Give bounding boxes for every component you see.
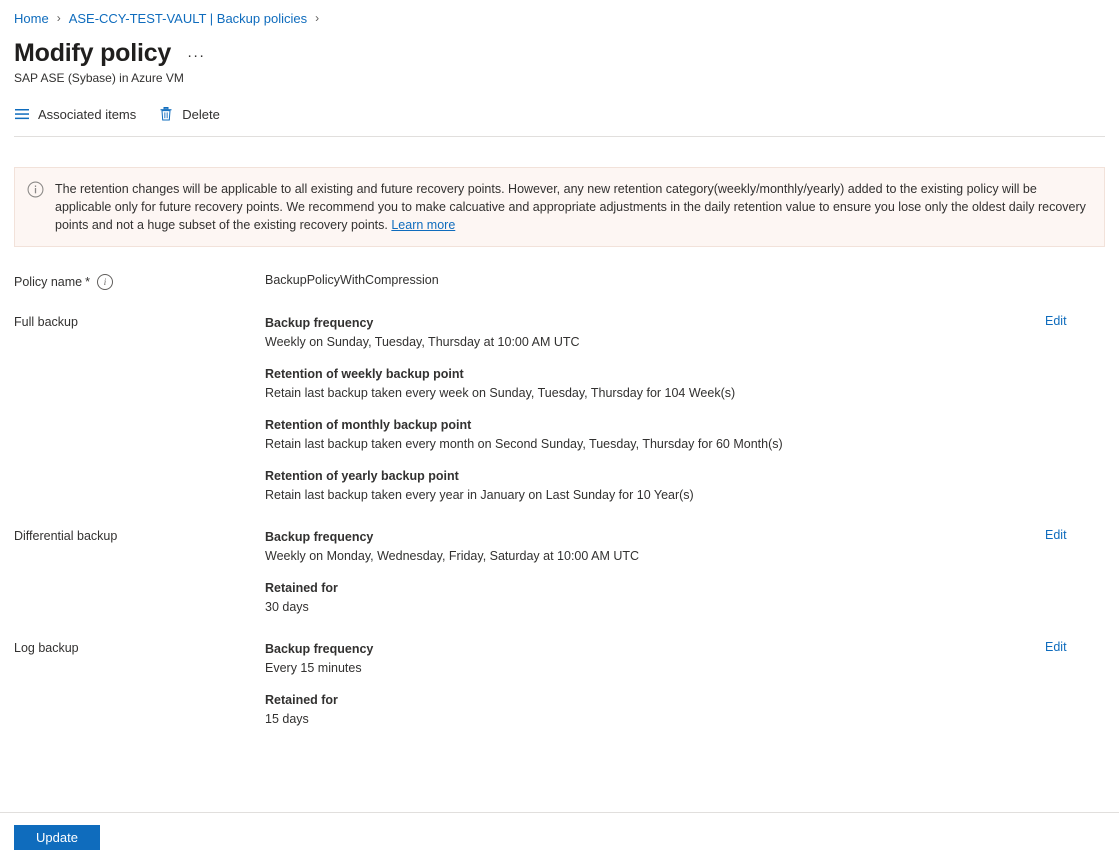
- page-subtitle: SAP ASE (Sybase) in Azure VM: [14, 71, 184, 85]
- page-title: Modify policy: [14, 39, 172, 67]
- section-log-backup: [14, 640, 1105, 728]
- delete-button[interactable]: [158, 106, 220, 122]
- more-options-icon[interactable]: ···: [187, 47, 206, 64]
- detail-title: Backup frequency: [265, 642, 374, 656]
- breadcrumb-separator-icon: ›: [56, 11, 61, 25]
- detail-desc: Retain last backup taken every year in January on Last Sunday for 10 Year(s): [265, 488, 694, 502]
- section-differential-backup: [14, 528, 1105, 616]
- detail-desc: Retain last backup taken every week on Sunday, Tuesday, Thursday for 104 Week(s): [265, 386, 736, 400]
- detail-group: [265, 640, 1041, 677]
- policy-name-row: [14, 273, 1105, 290]
- detail-group: [265, 579, 1041, 616]
- delete-label: Delete: [182, 106, 220, 122]
- banner-text-container: [55, 180, 1090, 234]
- section-full-backup: [14, 314, 1105, 504]
- detail-title: Retention of monthly backup point: [265, 418, 472, 432]
- detail-group: [265, 691, 1041, 728]
- policy-name-label-text: Policy name: [14, 275, 83, 289]
- section-content-full-backup: [265, 314, 1041, 504]
- detail-title: Backup frequency: [265, 316, 374, 330]
- trash-icon: [158, 106, 174, 122]
- detail-title: Retention of weekly backup point: [265, 367, 464, 381]
- section-label-log-backup: Log backup: [14, 641, 79, 655]
- detail-desc: Weekly on Sunday, Tuesday, Thursday at 10:00 AM UTC: [265, 335, 580, 349]
- detail-desc: 30 days: [265, 600, 309, 614]
- detail-group: [265, 416, 1041, 453]
- list-icon: [14, 106, 30, 122]
- breadcrumb-item-home[interactable]: Home: [14, 10, 49, 26]
- detail-title: Retained for: [265, 581, 338, 595]
- detail-title: Backup frequency: [265, 530, 374, 544]
- detail-group: [265, 467, 1041, 504]
- required-marker: *: [85, 275, 90, 289]
- detail-desc: Weekly on Monday, Wednesday, Friday, Saturday at 10:00 AM UTC: [265, 549, 640, 563]
- breadcrumb-item-vault-backup-policies[interactable]: ASE-CCY-TEST-VAULT | Backup policies: [68, 10, 308, 26]
- section-label-full-backup: Full backup: [14, 315, 78, 329]
- policy-name-info-icon[interactable]: i: [97, 274, 113, 290]
- info-icon: [27, 181, 47, 234]
- section-content-differential-backup: [265, 528, 1041, 616]
- associated-items-label: Associated items: [38, 106, 137, 122]
- retention-info-banner: [14, 167, 1105, 247]
- breadcrumb-separator-icon-2: ›: [315, 11, 320, 25]
- detail-group: [265, 314, 1041, 351]
- command-bar: [14, 102, 1105, 137]
- policy-name-value: BackupPolicyWithCompression: [265, 273, 439, 287]
- associated-items-button[interactable]: [14, 106, 136, 122]
- detail-title: Retained for: [265, 693, 338, 707]
- section-label-differential-backup: Differential backup: [14, 529, 118, 543]
- title-row: [14, 38, 1119, 68]
- title-block: [0, 30, 1119, 85]
- edit-log-backup-link[interactable]: Edit: [1045, 640, 1067, 654]
- detail-desc: Retain last backup taken every month on Second Sunday, Tuesday, Thursday for 60 Month(s): [265, 437, 783, 451]
- footer-bar: [0, 812, 1119, 860]
- detail-desc: Every 15 minutes: [265, 661, 362, 675]
- detail-title: Retention of yearly backup point: [265, 469, 459, 483]
- policy-form: [14, 273, 1105, 728]
- edit-differential-backup-link[interactable]: Edit: [1045, 528, 1067, 542]
- detail-group: [265, 365, 1041, 402]
- section-content-log-backup: [265, 640, 1041, 728]
- banner-text: The retention changes will be applicable to all existing and future recovery points. However, any new retention category(weekly/monthly/yearly) added to the existing policy will be applicable only for future recovery points. We recommend you to make calcuative and appropriate adjustments in the daily retention value to ensure you lose only the oldest daily recovery points and not a huge subset of the existing recovery points.: [55, 182, 1086, 232]
- detail-group: [265, 528, 1041, 565]
- breadcrumb: [0, 0, 1119, 30]
- learn-more-link[interactable]: Learn more: [391, 218, 456, 232]
- update-button[interactable]: Update: [14, 825, 100, 850]
- policy-name-label: [14, 273, 265, 290]
- detail-desc: 15 days: [265, 712, 309, 726]
- edit-full-backup-link[interactable]: Edit: [1045, 314, 1067, 328]
